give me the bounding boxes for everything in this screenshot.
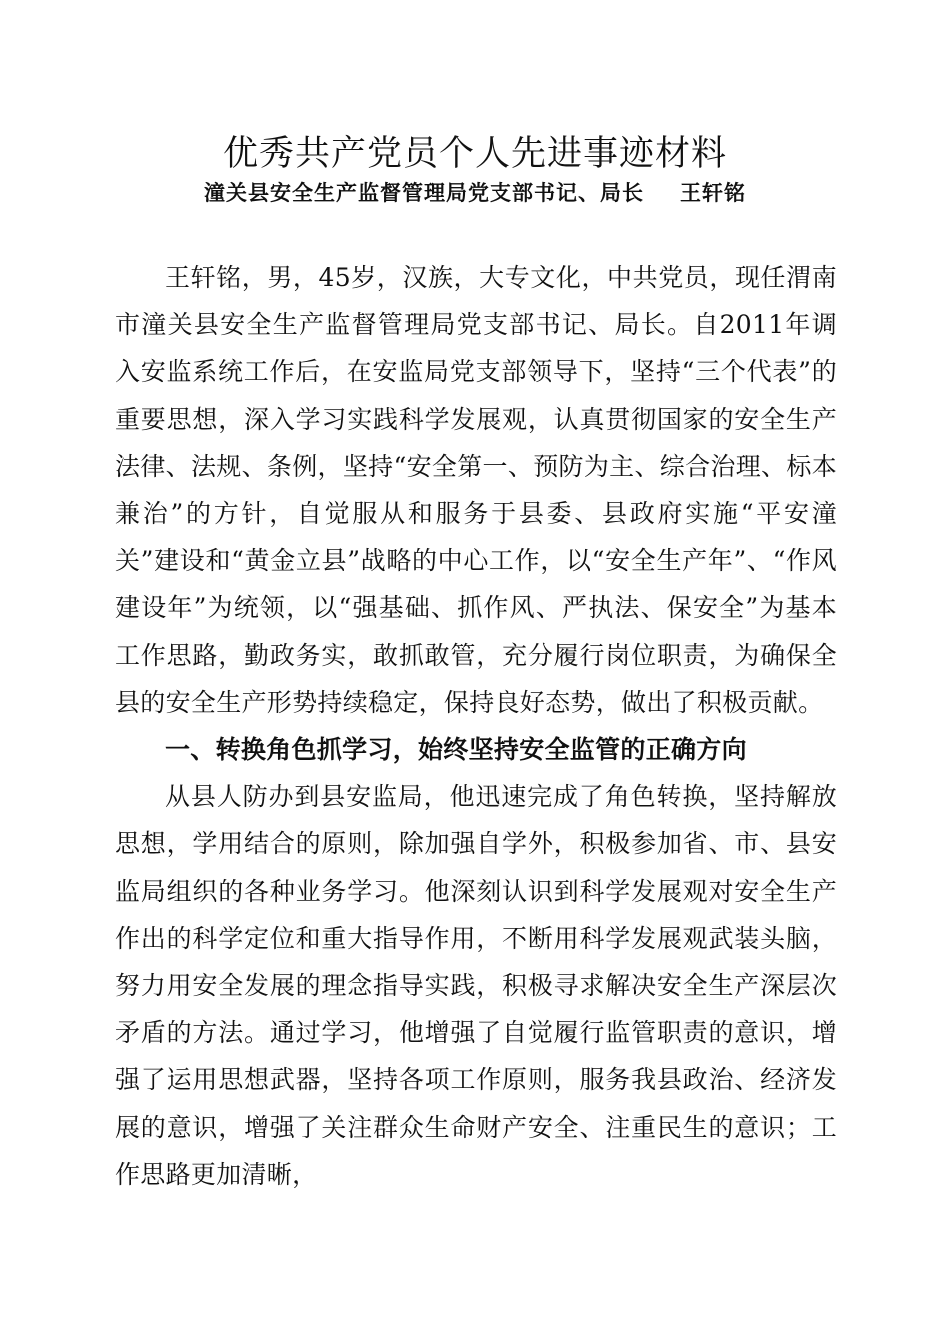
section-heading: 一、转换角色抓学习，始终坚持安全监管的正确方向: [165, 735, 747, 765]
intro-paragraph: 王轩铭，男，45岁，汉族，大专文化，中共党员，现任渭南市潼关县安全生产监督管理局党支部书记、局长。自2011年调入安监系统工作后，在安监局党支部领导下，坚持“三个代表”的重要思想，深入学习实践科学发展观，认真贯彻国家的安全生产法律、法规、条例，坚持“安全第一、预防为主、综合治理、标本兼治”的方针，自觉服从和服务于县委、县政府实施“平安潼关”建设和“黄金立县”战略的中心工作，以“安全生产年”、“作风建设年”为统领，以“强基础、抓作风、严执法、保安全”为基本工作思路，勤政务实，敢抓敢管，充分履行岗位职责，为确保全县的安全生产形势持续稳定，保持良好态势，做出了积极贡献。: [115, 263, 837, 717]
page-title: 优秀共产党员个人先进事迹材料: [222, 134, 727, 174]
document-body: [115, 254, 837, 1198]
subtitle-person-name: 王轩铭: [680, 181, 746, 205]
page-subtitle: [0, 179, 950, 207]
section-paragraph: 从县人防办到县安监局，他迅速完成了角色转换，坚持解放思想，学用结合的原则，除加强自学外，积极参加省、市、县安监局组织的各种业务学习。他深刻认识到科学发展观对安全生产作出的科学定位和重大指导作用，不断用科学发展观武装头脑，努力用安全发展的理念指导实践，积极寻求解决安全生产深层次矛盾的方法。通过学习，他增强了自觉履行监管职责的意识，增强了运用思想武器，坚持各项工作原则，服务我县政治、经济发展的意识，增强了关注群众生命财产安全、注重民生的意识；工作思路更加清晰，: [115, 782, 837, 1189]
subtitle-organization: 潼关县安全生产监督管理局党支部书记、局长: [204, 181, 644, 205]
